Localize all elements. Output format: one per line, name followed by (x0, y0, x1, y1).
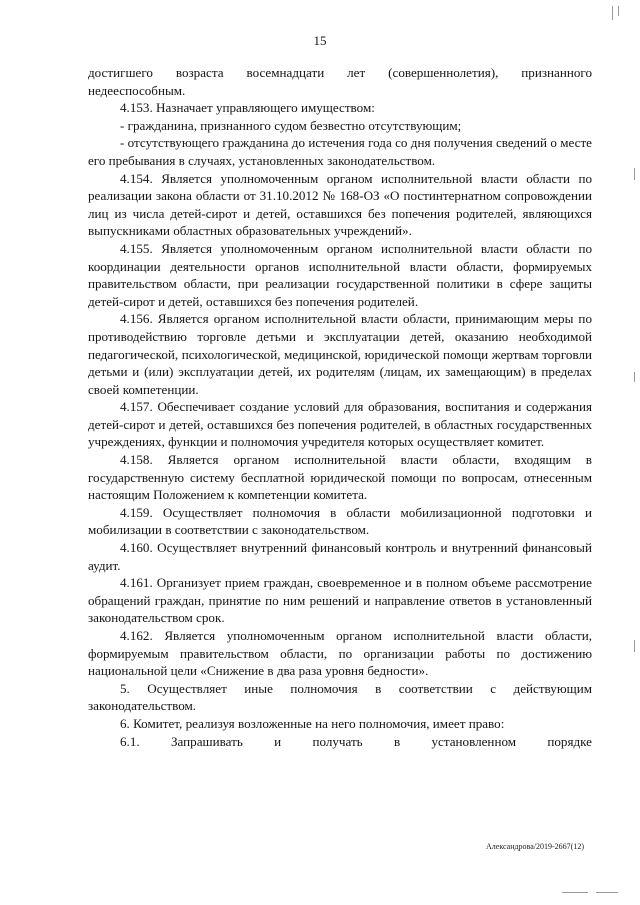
paragraph: 6. Комитет, реализуя возложенные на него полномочия, имеет право: (120, 715, 505, 731)
paragraph: 4.157. Обеспечивает создание условий для образования, воспитания и содержания детей-сирот и детей, оставшихся без попечения родителей, в областных государственных учреждениях, функции и полномочия учредителя которых осуществляет комитет. (88, 399, 592, 450)
paragraph: - отсутствующего гражданина до истечения года со дня получения сведений о месте его пребывания в случаях, установленных законодательством. (88, 135, 592, 168)
scan-artifact (618, 6, 619, 16)
paragraph: - гражданина, признанного судом безвестно отсутствующим; (120, 117, 462, 133)
scan-artifact (596, 892, 618, 893)
document-body (88, 64, 592, 750)
scan-artifact (634, 640, 635, 652)
paragraph: 4.156. Является органом исполнительной власти области, принимающим меры по противодействию торговле детьми и эксплуатации детей, оказанию необходимой педагогической, психологической, медицинской, юридической помощи жертвам торговли детьми и (или) эксплуатации детей, их родителям (лицам, их замещающим) в пределах своей компетенции. (88, 311, 592, 397)
page-number: 15 (313, 33, 327, 48)
paragraph: 4.159. Осуществляет полномочия в области мобилизационной подготовки и мобилизации в соответствии с законодательством. (88, 504, 592, 538)
paragraph: достигшего возраста восемнадцати лет (совершеннолетия), признанного недееспособным. (88, 65, 592, 98)
paragraph: 4.154. Является уполномоченным органом исполнительной власти области по реализации закона области от 31.10.2012 № 168-ОЗ «О постинтернатном сопровождении лиц из числа детей-сирот и детей, оставшихся без попечения родителей, являющихся выпускниками областных образовательных учреждений». (88, 170, 592, 239)
scan-artifact (612, 6, 613, 20)
paragraph: 4.161. Организует прием граждан, своевременное и в полном объеме рассмотрение обращений граждан, принятие по ним решений и направление ответов в установленный законодательством срок. (88, 575, 592, 626)
paragraph: 4.158. Является органом исполнительной власти области, входящим в государственную систему бесплатной юридической помощи по вопросам, отнесенным настоящим Положением к компетенции комитета. (88, 452, 592, 503)
paragraph: 4.162. Является уполномоченным органом исполнительной власти области, формируемым правительством области, по организации работы по достижению национальной цели «Снижение в два раза уровня бедности». (88, 628, 592, 679)
scan-artifact (562, 892, 588, 893)
document-registration-code: Александрова/2019-2667(12) (486, 842, 584, 851)
paragraph: 4.153. Назначает управляющего имуществом: (120, 100, 375, 116)
paragraph: 4.160. Осуществляет внутренний финансовый контроль и внутренний финансовый аудит. (88, 540, 592, 573)
paragraph: 6.1. Запрашивать и получать в установленном порядке (120, 733, 592, 749)
paragraph: 4.155. Является уполномоченным органом исполнительной власти области по координации деятельности органов исполнительной власти области, формируемых правительством области, при реализации государственной политики в сфере защиты детей-сирот и детей, оставшихся без попечения родителей. (88, 240, 592, 309)
scan-artifact (634, 372, 635, 382)
paragraph: 5. Осуществляет иные полномочия в соответствии с действующим законодательством. (88, 680, 592, 714)
scan-artifact (634, 168, 635, 180)
